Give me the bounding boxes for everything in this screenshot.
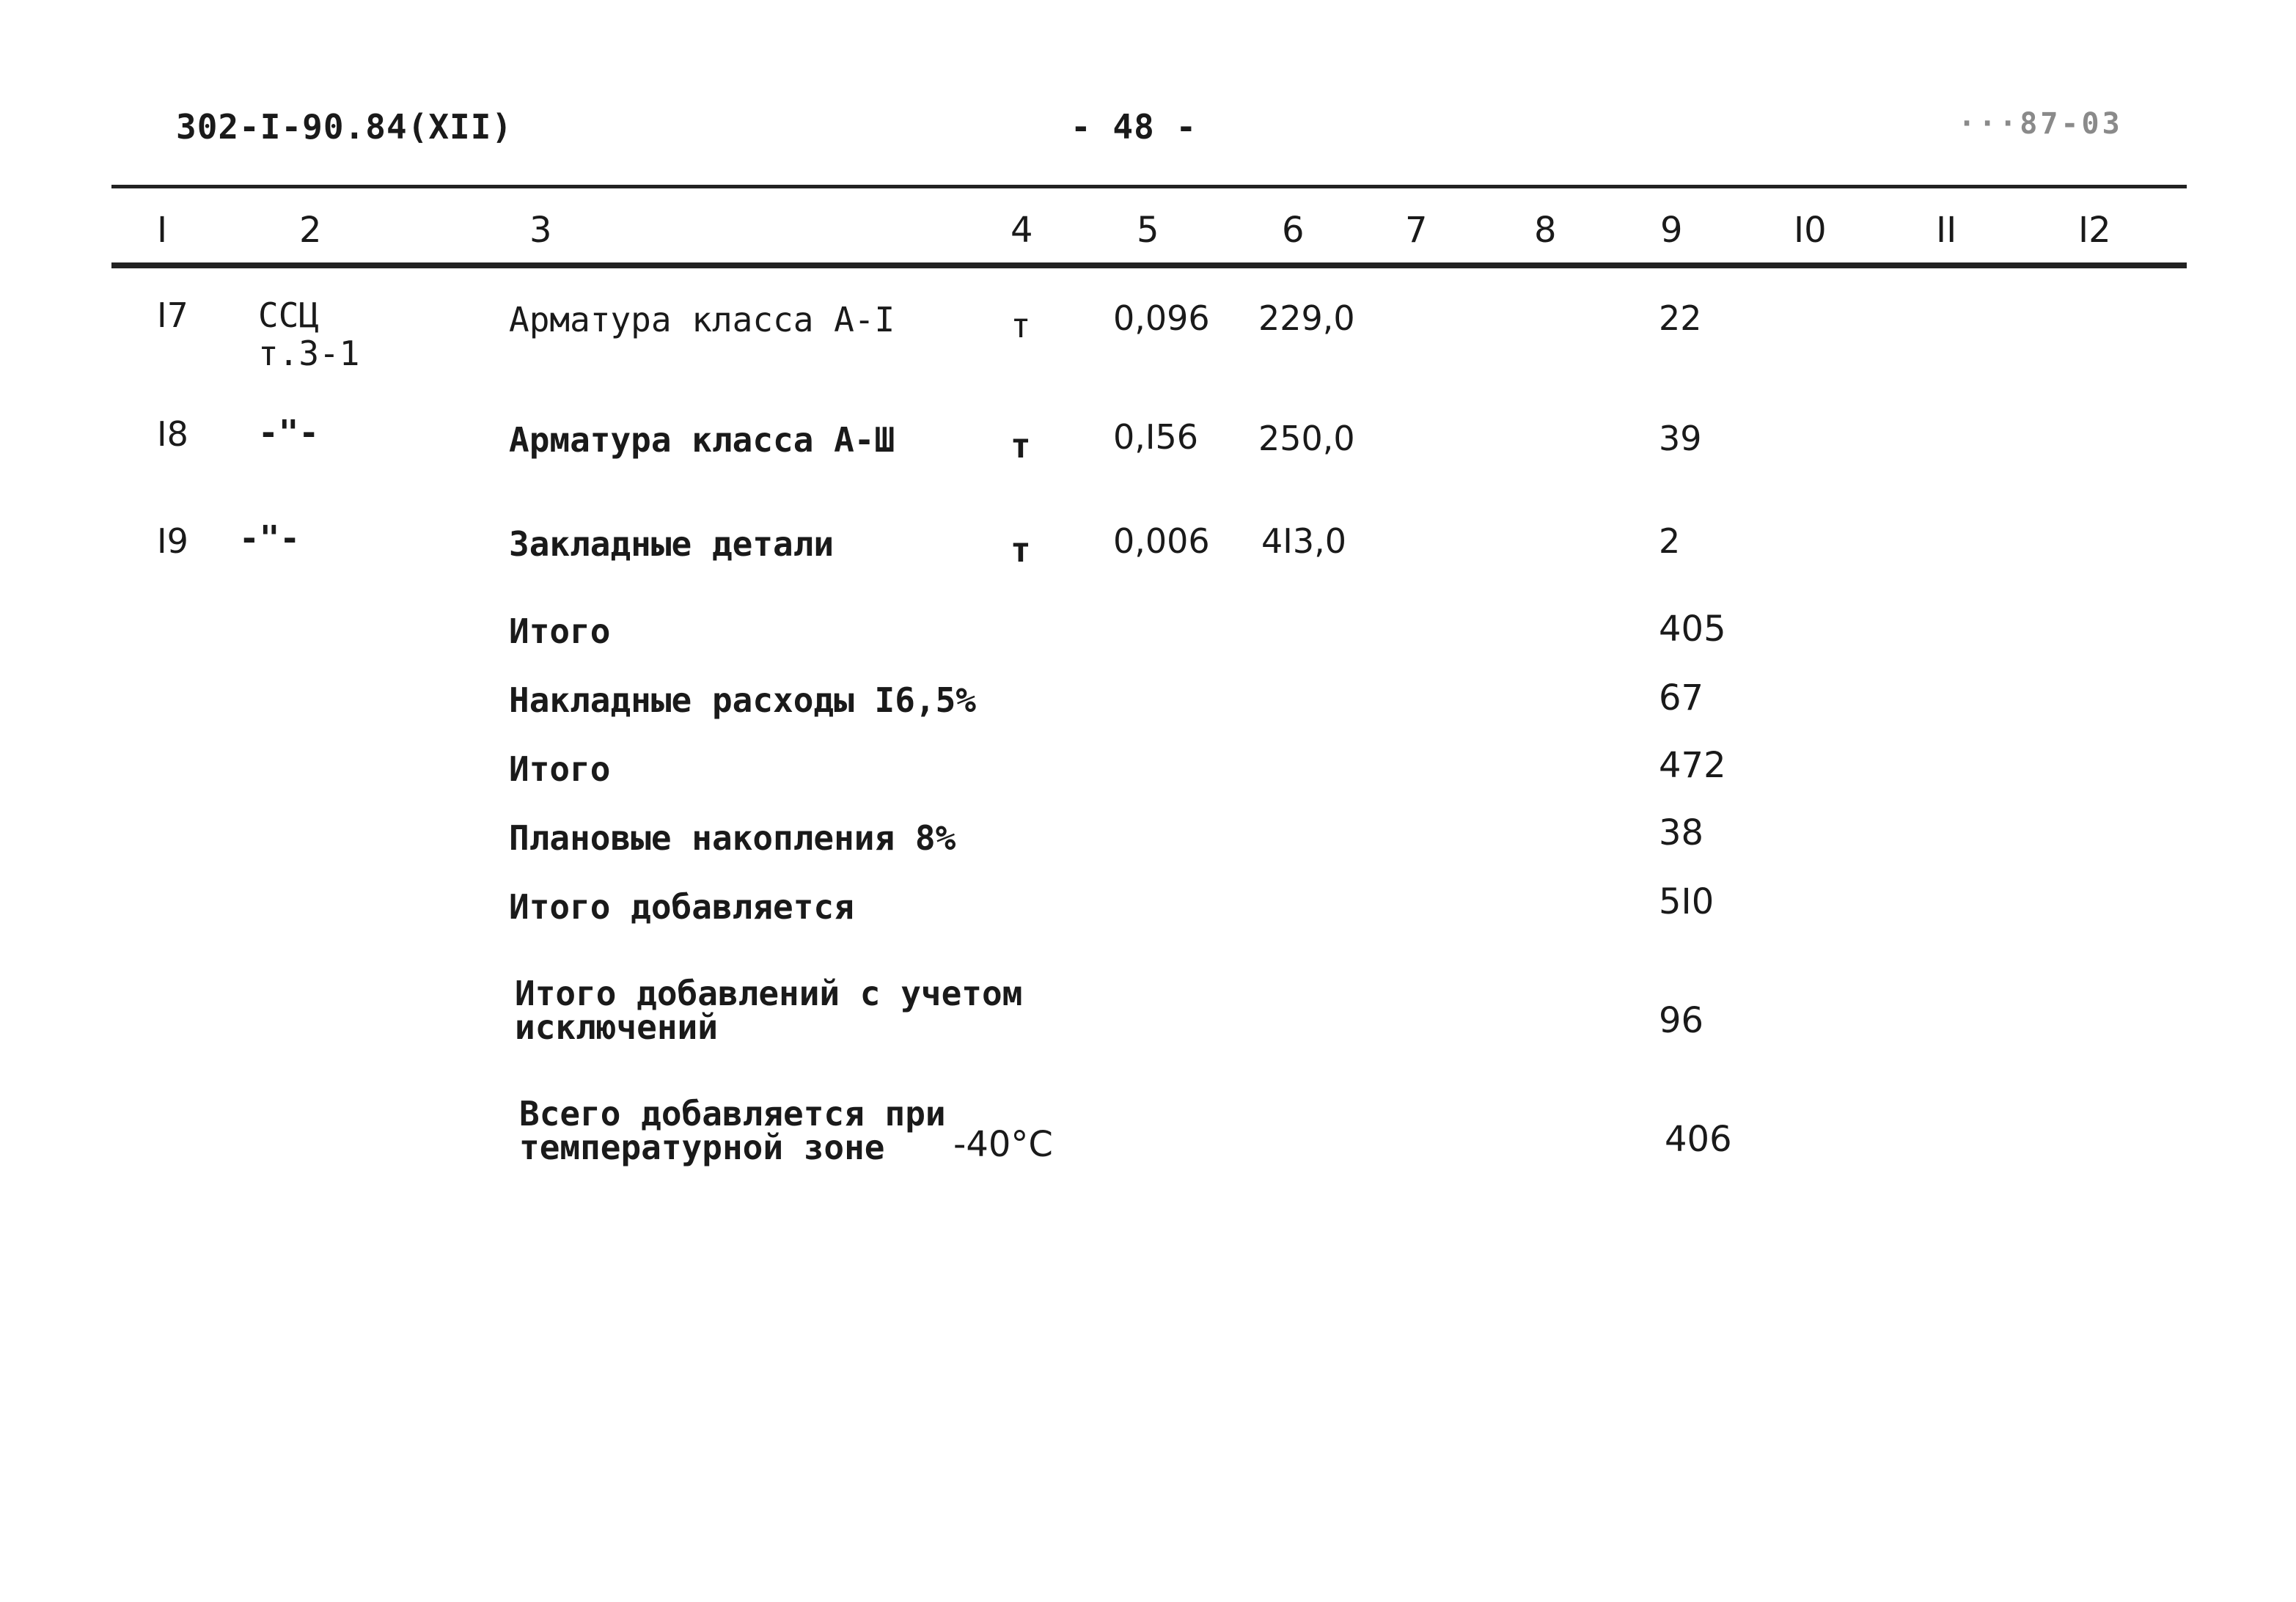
row-number: I9	[157, 521, 188, 561]
row-item-name: Арматура класса А-I	[509, 300, 895, 339]
column-number-12: I2	[2078, 210, 2111, 251]
document-code: 302-I-90.84(XII)	[176, 107, 513, 147]
column-number-11: II	[1936, 210, 1957, 251]
row-basis: -"-	[258, 413, 320, 452]
summary-label: Итого	[509, 611, 611, 651]
column-number-6: 6	[1282, 210, 1305, 251]
row-basis: ССЦ	[258, 295, 320, 335]
row-total: 22	[1659, 298, 1702, 338]
row-quantity: 0,I56	[1113, 417, 1198, 457]
page-number: - 48 -	[1071, 107, 1197, 147]
summary-label-line2: исключений	[515, 1007, 718, 1047]
temperature-zone-value: -40°C	[953, 1124, 1053, 1165]
row-item-name: Закладные детали	[509, 524, 835, 564]
summary-label	[515, 974, 1023, 1047]
row-total: 39	[1659, 419, 1702, 458]
row-total: 2	[1659, 521, 1681, 561]
summary-label	[519, 1094, 946, 1167]
row-item-name: Арматура класса А-Ш	[509, 420, 895, 460]
summary-label: Накладные расходы I6,5%	[509, 680, 976, 720]
summary-value: 472	[1659, 745, 1726, 786]
column-number-5: 5	[1137, 210, 1159, 251]
row-quantity: 0,096	[1113, 298, 1210, 338]
summary-value: 405	[1659, 609, 1726, 650]
row-number: I8	[157, 414, 188, 454]
row-unit-price: 250,0	[1258, 419, 1355, 458]
column-number-8: 8	[1534, 210, 1557, 251]
summary-value: 96	[1659, 1000, 1704, 1041]
table-header-rule	[111, 262, 2187, 268]
table-top-rule	[111, 185, 2187, 188]
summary-label-line2: температурной зоне	[519, 1128, 885, 1167]
row-unit-price: 229,0	[1258, 298, 1355, 338]
document-reference: ···87-03	[1958, 107, 2123, 141]
column-number-1: I	[157, 210, 168, 251]
column-number-2: 2	[299, 210, 322, 251]
summary-label: Итого	[509, 749, 611, 789]
summary-value: 406	[1665, 1119, 1732, 1160]
row-unit: т	[1011, 530, 1031, 570]
summary-value: 38	[1659, 812, 1704, 853]
column-number-7: 7	[1405, 210, 1428, 251]
summary-label: Итого добавляется	[509, 887, 854, 927]
summary-label-line1: Итого добавлений с учетом	[515, 974, 1023, 1013]
row-unit: т	[1011, 426, 1031, 466]
row-quantity: 0,006	[1113, 521, 1210, 561]
column-number-9: 9	[1660, 210, 1683, 251]
summary-label: Плановые накопления 8%	[509, 818, 956, 858]
summary-value: 67	[1659, 677, 1704, 719]
row-basis-line2: т.3-1	[258, 334, 360, 373]
row-basis: -"-	[239, 518, 301, 558]
column-number-10: I0	[1794, 210, 1827, 251]
summary-label-line1: Всего добавляется при	[519, 1094, 946, 1133]
row-unit: т	[1011, 306, 1031, 345]
column-number-3: 3	[529, 210, 552, 251]
summary-value: 5I0	[1659, 881, 1714, 922]
row-unit-price: 4I3,0	[1261, 521, 1346, 561]
row-number: I7	[157, 295, 188, 335]
column-number-4: 4	[1011, 210, 1033, 251]
